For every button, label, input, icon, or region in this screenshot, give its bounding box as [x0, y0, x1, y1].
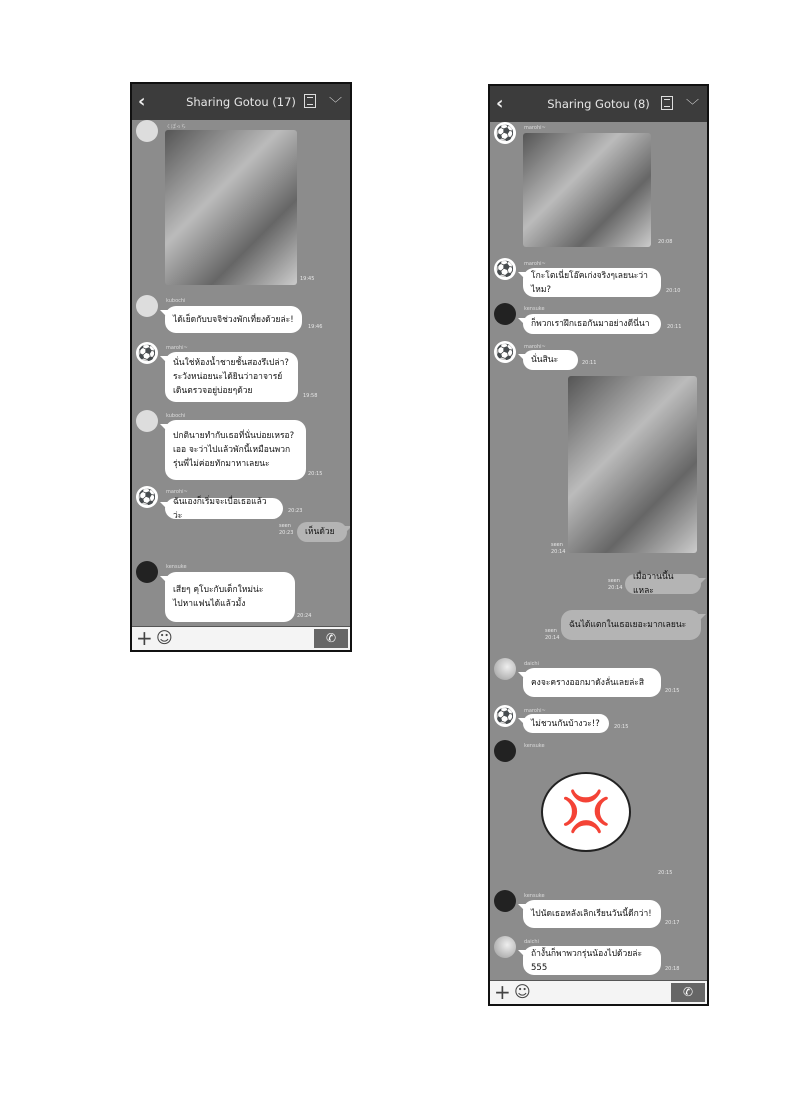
back-button[interactable]: ‹: [138, 91, 146, 112]
message-bubble: [561, 610, 701, 640]
timestamp: 20:18: [665, 966, 680, 972]
anger-sticker: 💢: [541, 772, 631, 852]
sender-name: kensuke: [524, 306, 545, 312]
avatar[interactable]: ⚽: [495, 124, 515, 142]
message-text: ไม่ชวนกันบ้างวะ!?: [531, 718, 600, 729]
input-bar: [132, 626, 350, 650]
message-bubble: [523, 268, 661, 297]
sender-name: kubochi: [166, 298, 186, 304]
message-meta: [614, 724, 628, 731]
timestamp: 20:15: [665, 688, 680, 694]
avatar[interactable]: [494, 890, 516, 912]
message-meta: [658, 870, 672, 877]
message-meta: [551, 542, 565, 556]
sender-name: kubochi: [166, 413, 186, 419]
seen-label: seen: [608, 578, 620, 584]
message-text: เมื่อวานนี้นแหละ: [633, 572, 674, 596]
timestamp: 19:58: [303, 393, 318, 399]
chat-header: [490, 86, 707, 122]
timestamp: 20:11: [582, 360, 597, 366]
timestamp: 20:14: [545, 635, 560, 641]
avatar[interactable]: [136, 561, 158, 583]
timestamp: 20:24: [297, 613, 312, 619]
message-text: นั่นใช่ห้องน้ำชายชั้นสองรึเปล่า?: [173, 358, 289, 368]
plus-button[interactable]: +: [494, 980, 511, 1004]
avatar[interactable]: [494, 936, 516, 958]
message-meta: [288, 508, 302, 515]
message-text: รุ่นพี่ไม่ค่อยทักมาหาเลยนะ: [173, 459, 270, 469]
message-text: เออ จะว่าไปแล้วพักนี้เหมือนพวก: [173, 445, 291, 455]
notes-icon[interactable]: [304, 94, 316, 108]
message-text: ก็พวกเราฝึกเธอกันมาอย่างดีนี่นา: [531, 319, 650, 329]
message-meta: [665, 688, 679, 695]
timestamp: 20:11: [667, 324, 682, 330]
avatar[interactable]: ⚽: [137, 488, 157, 506]
timestamp: 20:15: [614, 724, 629, 730]
message-text: ฉันเองก็เริ่มจะเบื่อเธอแล้วว่ะ: [173, 496, 267, 521]
avatar[interactable]: ⚽: [137, 344, 157, 362]
message-meta: [308, 324, 322, 331]
sender-name: marohi~: [524, 125, 546, 131]
message-text: คงจะครางออกมาดังลั่นเลยล่ะสิ: [531, 677, 645, 688]
message-bubble: [165, 352, 298, 402]
chat-window-right: [488, 84, 709, 1006]
message-meta: [303, 393, 317, 400]
timestamp: 20:14: [551, 549, 566, 555]
call-button[interactable]: ✆: [314, 629, 348, 648]
avatar[interactable]: ⚽: [495, 260, 515, 278]
seen-label: seen: [545, 628, 557, 634]
message-text: ได้เย็ดกับบจจิช่วงพักเที่ยงด้วยล่ะ!: [173, 314, 294, 325]
message-bubble: [523, 714, 609, 733]
message-text: เดินตรวจอยู่บ่อยๆด้วย: [173, 386, 253, 396]
timestamp: 20:14: [608, 585, 623, 591]
message-text: เห็นด้วย: [305, 527, 335, 537]
message-bubble: [165, 572, 295, 622]
sender-name: marohi~: [166, 345, 188, 351]
message-meta: [665, 920, 679, 927]
message-bubble: [523, 946, 661, 975]
message-meta: [582, 360, 596, 367]
timestamp: 19:46: [308, 324, 323, 330]
message-meta: [279, 523, 293, 537]
sender-name: daichi: [524, 661, 539, 667]
message-bubble: [523, 900, 661, 928]
sender-name: kensuke: [166, 564, 187, 570]
seen-label: seen: [551, 542, 563, 548]
message-text: เสียๆ คุโบะกับเด็กใหม่น่ะ: [173, 585, 264, 595]
plus-button[interactable]: +: [136, 626, 153, 650]
notes-icon[interactable]: [661, 96, 673, 110]
message-text: ถ้างั้นก็พาพวกรุ่นน้องไปด้วยล่ะ 555: [531, 948, 643, 973]
chat-header: [132, 84, 350, 120]
message-text: ฉันได้แตกในเธอเยอะมากเลยนะ: [569, 620, 687, 630]
chevron-down-icon[interactable]: ﹀: [685, 99, 699, 114]
avatar[interactable]: [136, 120, 158, 142]
avatar[interactable]: ⚽: [495, 707, 515, 725]
timestamp: 20:15: [658, 870, 673, 876]
message-meta: [308, 471, 322, 478]
message-meta: [658, 239, 672, 246]
avatar[interactable]: [136, 410, 158, 432]
avatar[interactable]: [494, 740, 516, 762]
sender-name: kensuke: [524, 743, 545, 749]
image-message[interactable]: [523, 133, 651, 247]
message-meta: [608, 578, 622, 592]
avatar[interactable]: [494, 303, 516, 325]
message-bubble: [523, 314, 661, 334]
message-bubble: [523, 350, 578, 370]
message-meta: [300, 276, 314, 283]
seen-label: seen: [279, 523, 291, 529]
message-text: ปกตินายทำกับเธอที่นั่นบ่อยเหรอ?: [173, 431, 295, 441]
message-text: นั่นสินะ: [531, 355, 559, 365]
message-meta: [297, 613, 311, 620]
timestamp: 19:45: [300, 276, 315, 282]
message-meta: [666, 288, 680, 295]
input-bar: [490, 980, 707, 1004]
timestamp: 20:15: [308, 471, 323, 477]
message-text: ไปหาแฟนได้แล้วมั้ง: [173, 599, 246, 609]
avatar[interactable]: [494, 658, 516, 680]
timestamp: 20:08: [658, 239, 673, 245]
avatar[interactable]: [136, 295, 158, 317]
sender-name: marohi~: [166, 489, 188, 495]
timestamp: 20:23: [279, 530, 294, 536]
message-text: ระวังหน่อยนะได้ยินว่าอาจารย์: [173, 372, 283, 382]
call-button[interactable]: ✆: [671, 983, 705, 1002]
sender-name: daichi: [524, 939, 539, 945]
chat-title: Sharing Gotou (8): [547, 97, 650, 111]
image-message[interactable]: [568, 376, 697, 553]
sender-name: marohi~: [524, 344, 546, 350]
sender-name: marohi~: [524, 708, 546, 714]
message-bubble: [625, 574, 701, 594]
message-bubble: [165, 306, 302, 333]
chat-title: Sharing Gotou (17): [186, 95, 296, 109]
sender-name: marohi~: [524, 261, 546, 267]
timestamp: 20:17: [665, 920, 680, 926]
message-meta: [667, 324, 681, 331]
image-message[interactable]: [165, 130, 297, 285]
timestamp: 20:10: [666, 288, 681, 294]
message-text: ไปนัดเธอหลังเลิกเรียนวันนี้ดีกว่า!: [531, 909, 652, 919]
sender-name: くぼっち: [166, 124, 187, 130]
message-bubble: [523, 668, 661, 697]
message-bubble: [165, 498, 283, 519]
emoji-button[interactable]: ☺: [514, 982, 531, 1001]
message-text: โกะโตเนี่ยโอ๊คเก่งจริงๆเลยนะว่าไหม?: [531, 270, 648, 295]
chat-window-left: [130, 82, 352, 652]
chevron-down-icon[interactable]: ﹀: [328, 97, 342, 112]
message-meta: [665, 966, 679, 973]
timestamp: 20:23: [288, 508, 303, 514]
message-bubble: [165, 420, 306, 480]
avatar[interactable]: ⚽: [495, 343, 515, 361]
message-meta: [545, 628, 559, 642]
back-button[interactable]: ‹: [496, 93, 504, 114]
sender-name: kensuke: [524, 893, 545, 899]
message-bubble: [297, 522, 347, 542]
emoji-button[interactable]: ☺: [156, 628, 173, 647]
